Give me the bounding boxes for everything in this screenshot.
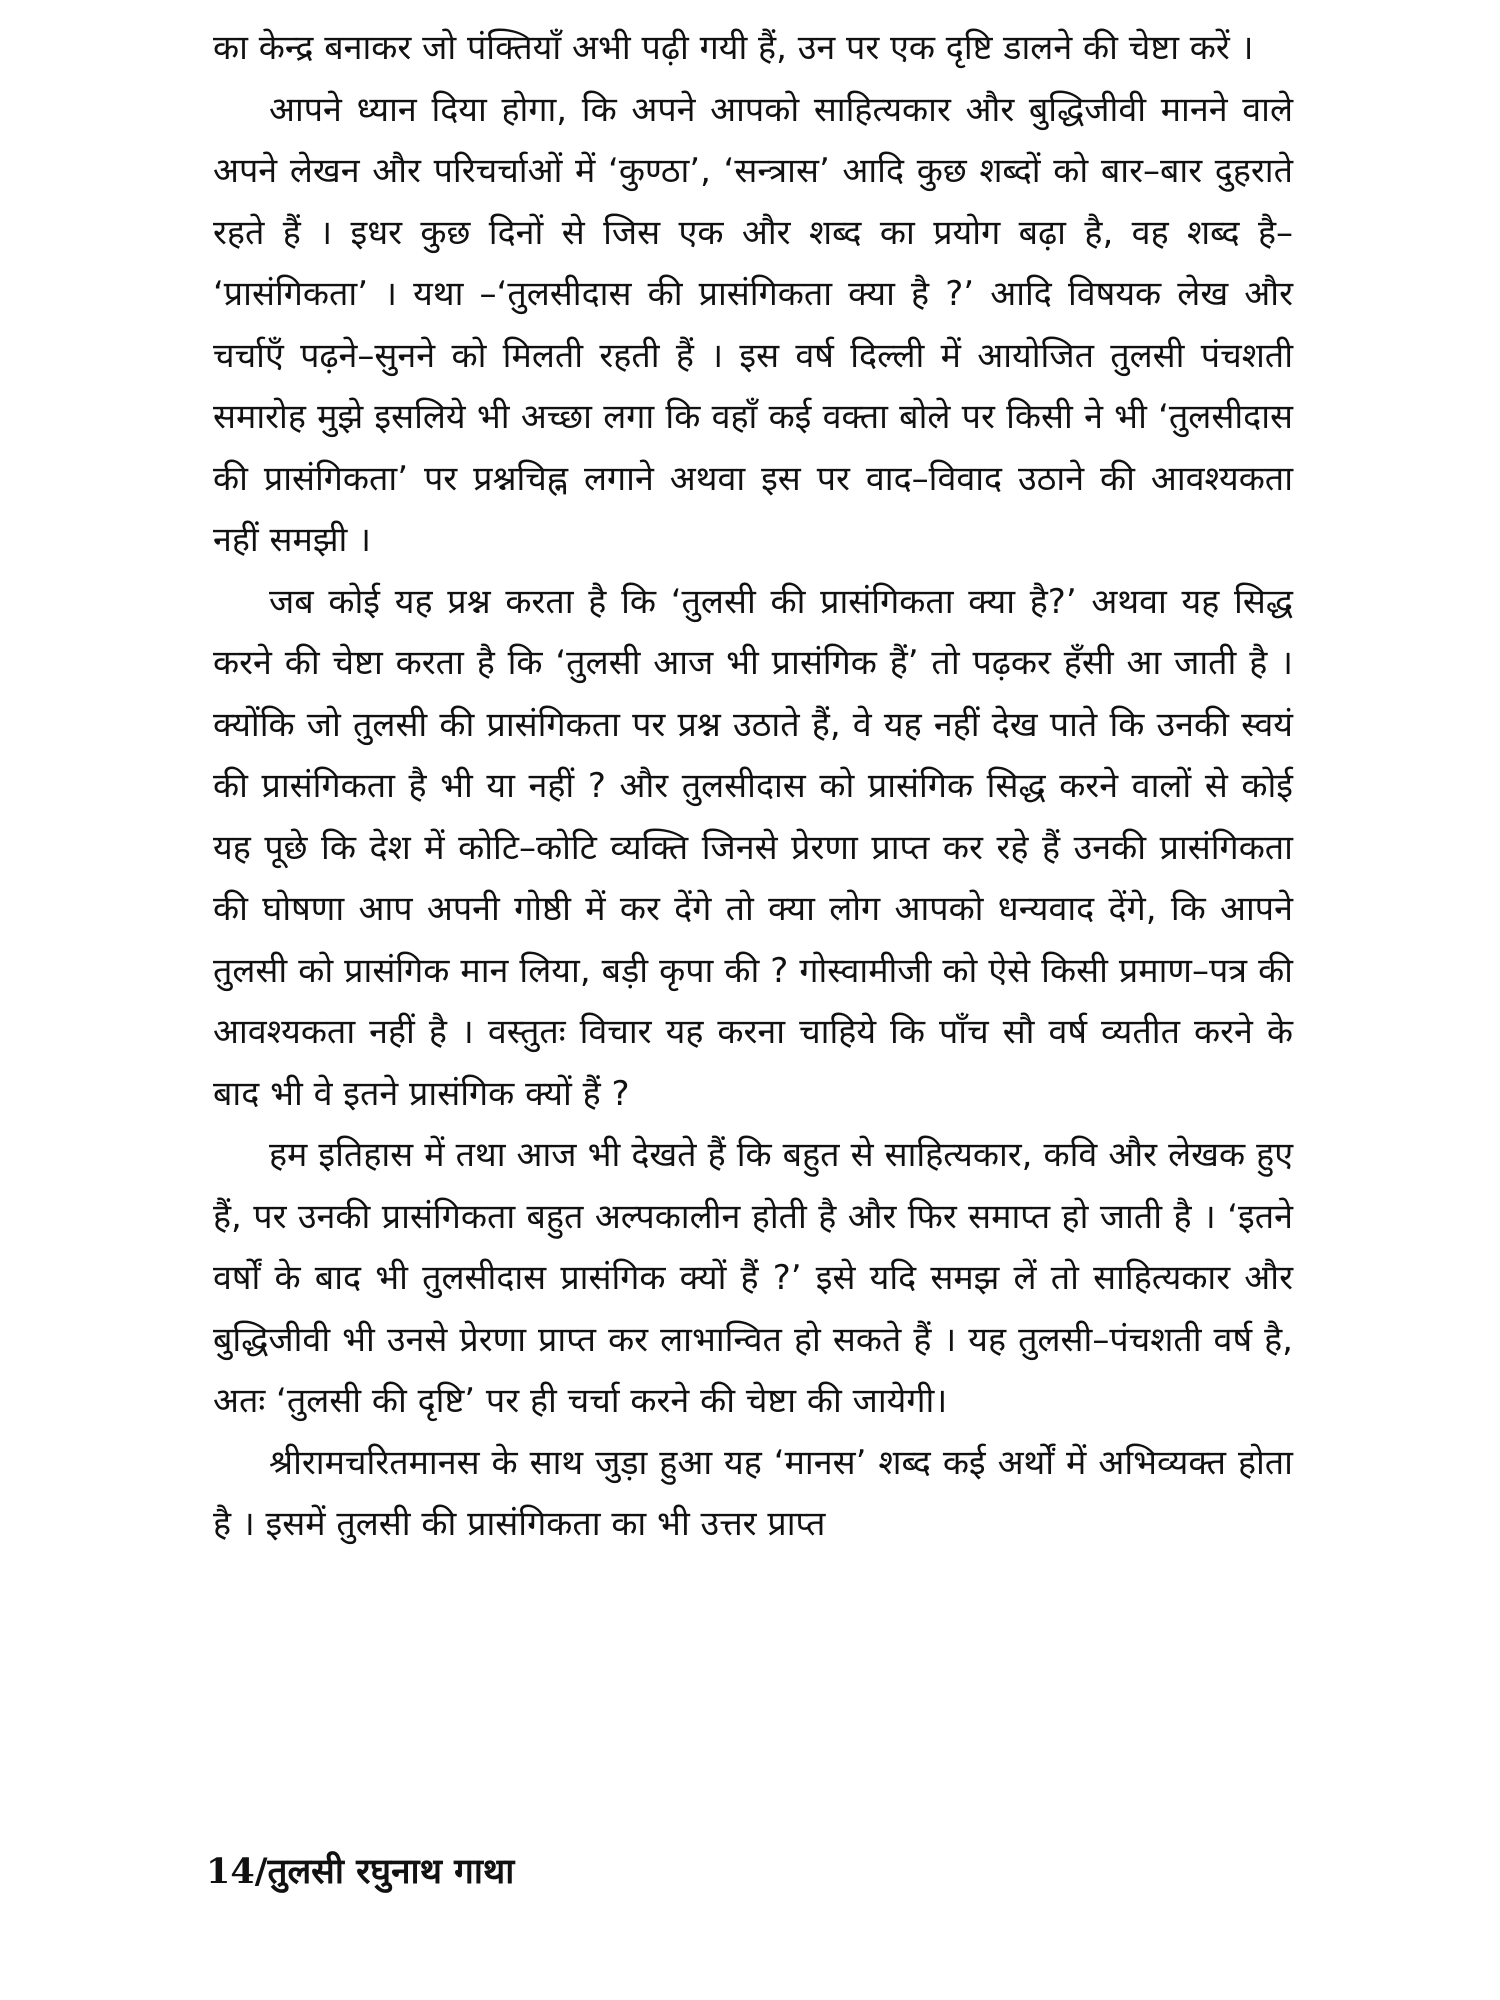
paragraph-continuation: का केन्द्र बनाकर जो पंक्तियाँ अभी पढ़ी गयी हैं, उन पर एक दृष्टि डालने की चेष्टा करें । <box>213 28 1254 68</box>
page-footer: 14/तुलसी रघुनाथ गाथा <box>206 1851 515 1892</box>
paragraph: जब कोई यह प्रश्न करता है कि ‘तुलसी की प्रासंगिकता क्या है?’ अथवा यह सिद्ध करने की चेष्टा करता है कि ‘तुलसी आज भी प्रासंगिक हैं’ तो पढ़कर हँसी आ जाती है । क्योंकि जो तुलसी की प्रासंगिकता पर प्रश्न उठाते हैं, वे यह नहीं देख पाते कि उनकी स्वयं की प्रासंगिकता है भी या नहीं ? और तुलसीदास को प्रासंगिक सिद्ध करने वालों से कोई यह पूछे कि देश में कोटि–कोटि व्यक्ति जिनसे प्रेरणा प्राप्त कर रहे हैं उनकी प्रासंगिकता की घोषणा आप अपनी गोष्ठी में कर देंगे तो क्या लोग आपको धन्यवाद देंगे, कि आपने तुलसी को प्रासंगिक मान लिया, बड़ी कृपा की ? गोस्वामीजी को ऐसे किसी प्रमाण–पत्र की आवश्यकता नहीं है । वस्तुतः विचार यह करना चाहिये कि पाँच सौ वर्ष व्यतीत करने के बाद भी वे इतने प्रासंगिक क्यों हैं ? <box>213 581 1293 1114</box>
paragraph: श्रीरामचरितमानस के साथ जुड़ा हुआ यह ‘मानस’ शब्द कई अर्थों में अभिव्यक्त होता है । इसमें तुलसी की प्रासंगिकता का भी उत्तर प्राप्त <box>213 1442 1293 1544</box>
body-text <box>213 18 1293 1556</box>
paragraph: हम इतिहास में तथा आज भी देखते हैं कि बहुत से साहित्यकार, कवि और लेखक हुए हैं, पर उनकी प्रासंगिकता बहुत अल्पकालीन होती है और फिर समाप्त हो जाती है । ‘इतने वर्षों के बाद भी तुलसीदास प्रासंगिक क्यों हैं ?’ इसे यदि समझ लें तो साहित्यकार और बुद्धिजीवी भी उनसे प्रेरणा प्राप्त कर लाभान्वित हो सकते हैं । यह तुलसी–पंचशती वर्ष है, अतः ‘तुलसी की दृष्टि’ पर ही चर्चा करने की चेष्टा की जायेगी। <box>213 1135 1293 1421</box>
paragraph: आपने ध्यान दिया होगा, कि अपने आपको साहित्यकार और बुद्धिजीवी मानने वाले अपने लेखन और परिचर्चाओं में ‘कुण्ठा’, ‘सन्त्रास’ आदि कुछ शब्दों को बार–बार दुहराते रहते हैं । इधर कुछ दिनों से जिस एक और शब्द का प्रयोग बढ़ा है, वह शब्द है– ‘प्रासंगिकता’ । यथा –‘तुलसीदास की प्रासंगिकता क्या है ?’ आदि विषयक लेख और चर्चाएँ पढ़ने–सुनने को मिलती रहती हैं । इस वर्ष दिल्ली में आयोजित तुलसी पंचशती समारोह मुझे इसलिये भी अच्छा लगा कि वहाँ कई वक्ता बोले पर किसी ने भी ‘तुलसीदास की प्रासंगिकता’ पर प्रश्नचिह्न लगाने अथवा इस पर वाद–विवाद उठाने की आवश्यकता नहीं समझी । <box>213 89 1293 560</box>
